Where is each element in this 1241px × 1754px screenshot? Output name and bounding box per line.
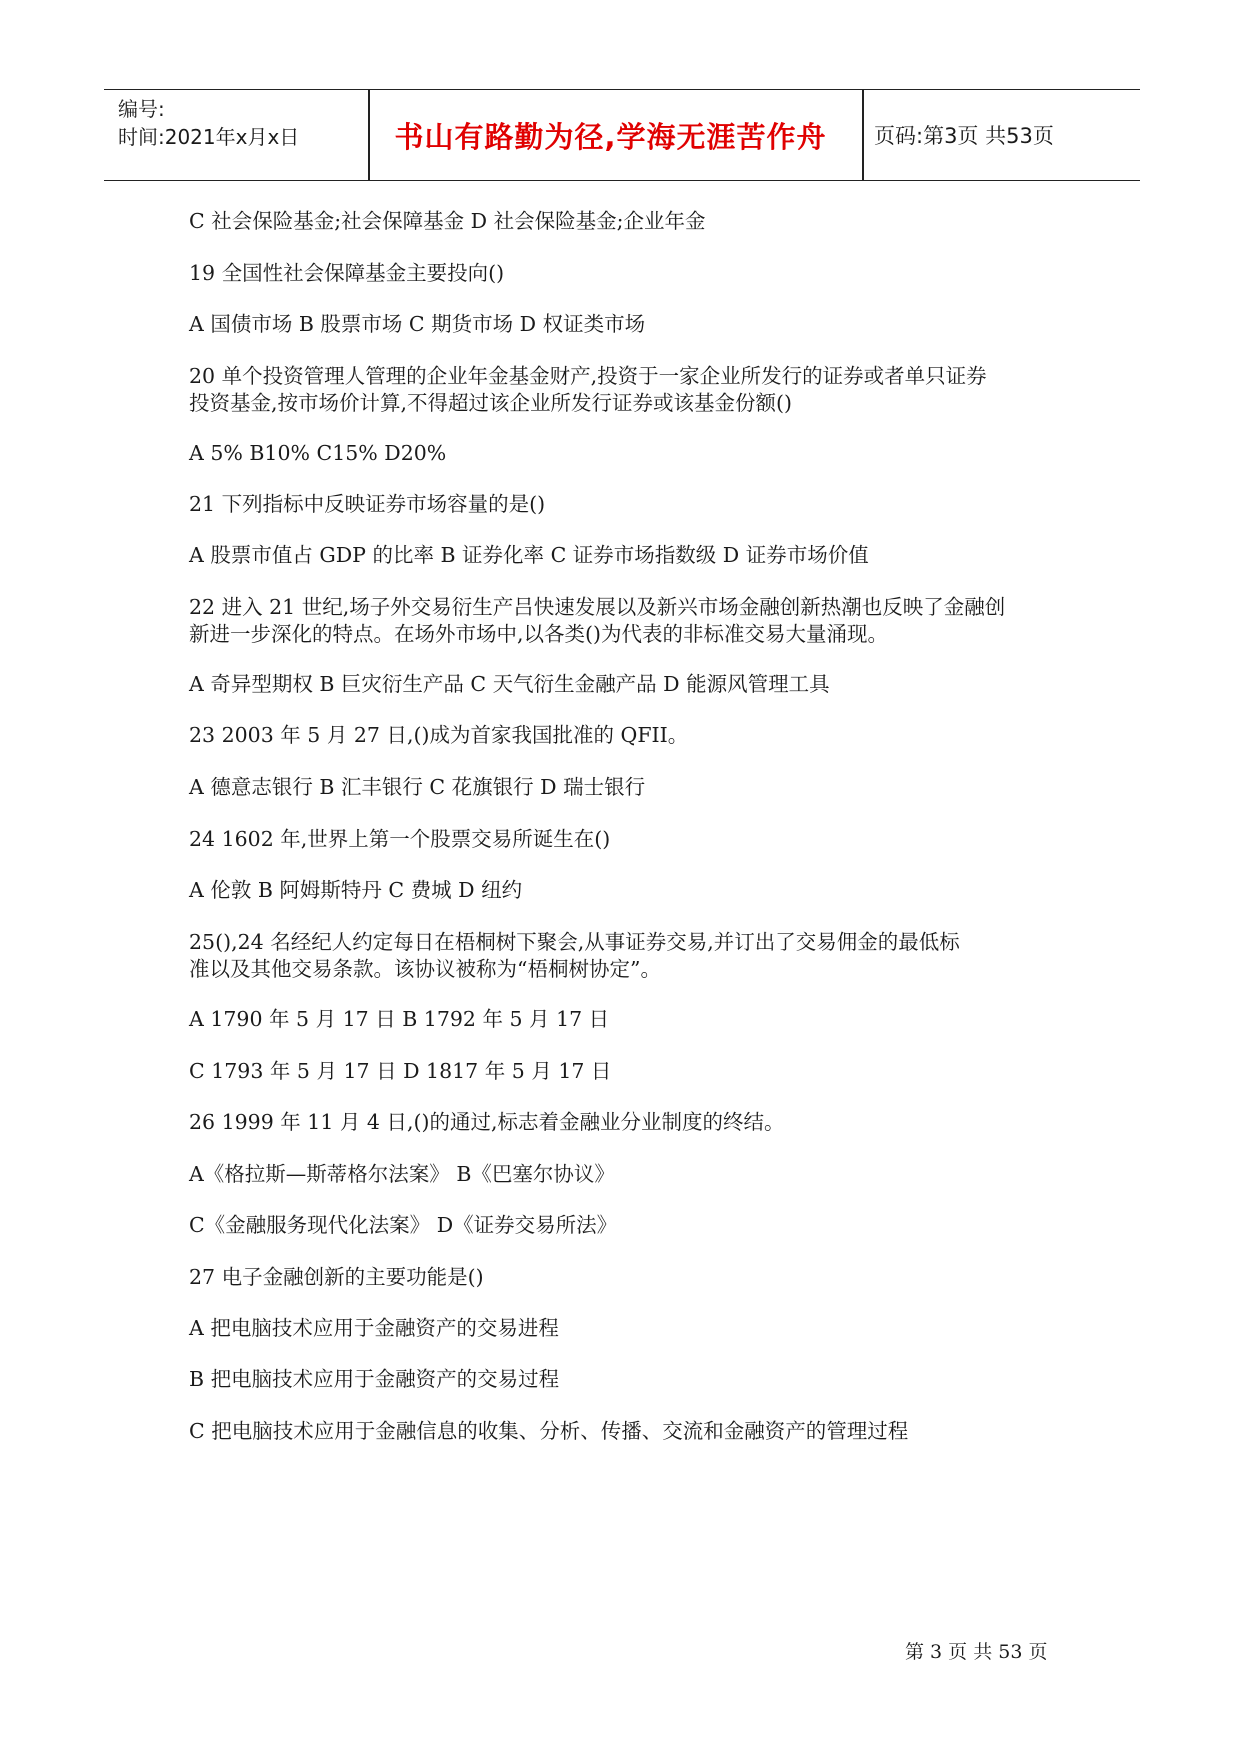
page-footer: 第 3 页 共 53 页 — [905, 1641, 1048, 1663]
header-page-number: 页码:第3页 共53页 — [874, 124, 1054, 148]
question-20: 20 单个投资管理人管理的企业年金基金财产,投资于一家企业所发行的证券或者单只证券 — [189, 364, 987, 388]
text-line: C 社会保险基金;社会保障基金 D 社会保险基金;企业年金 — [189, 209, 706, 233]
options-21: A 股票市值占 GDP 的比率 B 证券化率 C 证券市场指数级 D 证券市场价值 — [189, 543, 869, 567]
options-24: A 伦敦 B 阿姆斯特丹 C 费城 D 纽约 — [189, 878, 523, 902]
question-25-cont: 准以及其他交易条款。该协议被称为“梧桐树协定”。 — [189, 957, 661, 981]
question-21: 21 下列指标中反映证券市场容量的是() — [189, 492, 546, 516]
options-26-ab: A《格拉斯—斯蒂格尔法案》 B《巴塞尔协议》 — [189, 1162, 615, 1186]
page-header — [104, 89, 1140, 181]
question-19: 19 全国性社会保障基金主要投向() — [189, 261, 505, 285]
options-25-ab: A 1790 年 5 月 17 日 B 1792 年 5 月 17 日 — [189, 1007, 610, 1031]
header-motto: 书山有路勤为径,学海无涯苦作舟 — [394, 119, 827, 154]
question-23: 23 2003 年 5 月 27 日,()成为首家我国批准的 QFII。 — [189, 723, 689, 747]
document-number-label: 编号: — [118, 97, 165, 121]
options-19: A 国债市场 B 股票市场 C 期货市场 D 权证类市场 — [189, 312, 646, 336]
question-27: 27 电子金融创新的主要功能是() — [189, 1265, 484, 1289]
option-27-b: B 把电脑技术应用于金融资产的交易过程 — [189, 1367, 560, 1391]
question-26: 26 1999 年 11 月 4 日,()的通过,标志着金融业分业制度的终结。 — [189, 1110, 785, 1134]
question-25: 25(),24 名经纪人约定每日在梧桐树下聚会,从事证券交易,并订出了交易佣金的最低标 — [189, 930, 960, 954]
option-27-c: C 把电脑技术应用于金融信息的收集、分析、传播、交流和金融资产的管理过程 — [189, 1419, 909, 1443]
options-20: A 5% B10% C15% D20% — [189, 441, 447, 465]
question-24: 24 1602 年,世界上第一个股票交易所诞生在() — [189, 827, 611, 851]
question-22: 22 进入 21 世纪,场子外交易衍生产吕快速发展以及新兴市场金融创新热潮也反映了金融创 — [189, 595, 1006, 619]
option-27-a: A 把电脑技术应用于金融资产的交易进程 — [189, 1316, 559, 1340]
question-20-cont: 投资基金,按市场价计算,不得超过该企业所发行证券或该基金份额() — [189, 391, 793, 415]
header-divider-right — [862, 90, 864, 180]
document-time-label: 时间:2021年x月x日 — [118, 125, 300, 149]
question-22-cont: 新进一步深化的特点。在场外市场中,以各类()为代表的非标准交易大量涌现。 — [189, 622, 889, 646]
header-meta — [118, 90, 368, 180]
options-26-cd: C《金融服务现代化法案》 D《证券交易所法》 — [189, 1213, 618, 1237]
options-23: A 德意志银行 B 汇丰银行 C 花旗银行 D 瑞士银行 — [189, 775, 646, 799]
options-22: A 奇异型期权 B 巨灾衍生产品 C 天气衍生金融产品 D 能源风管理工具 — [189, 672, 830, 696]
options-25-cd: C 1793 年 5 月 17 日 D 1817 年 5 月 17 日 — [189, 1059, 612, 1083]
